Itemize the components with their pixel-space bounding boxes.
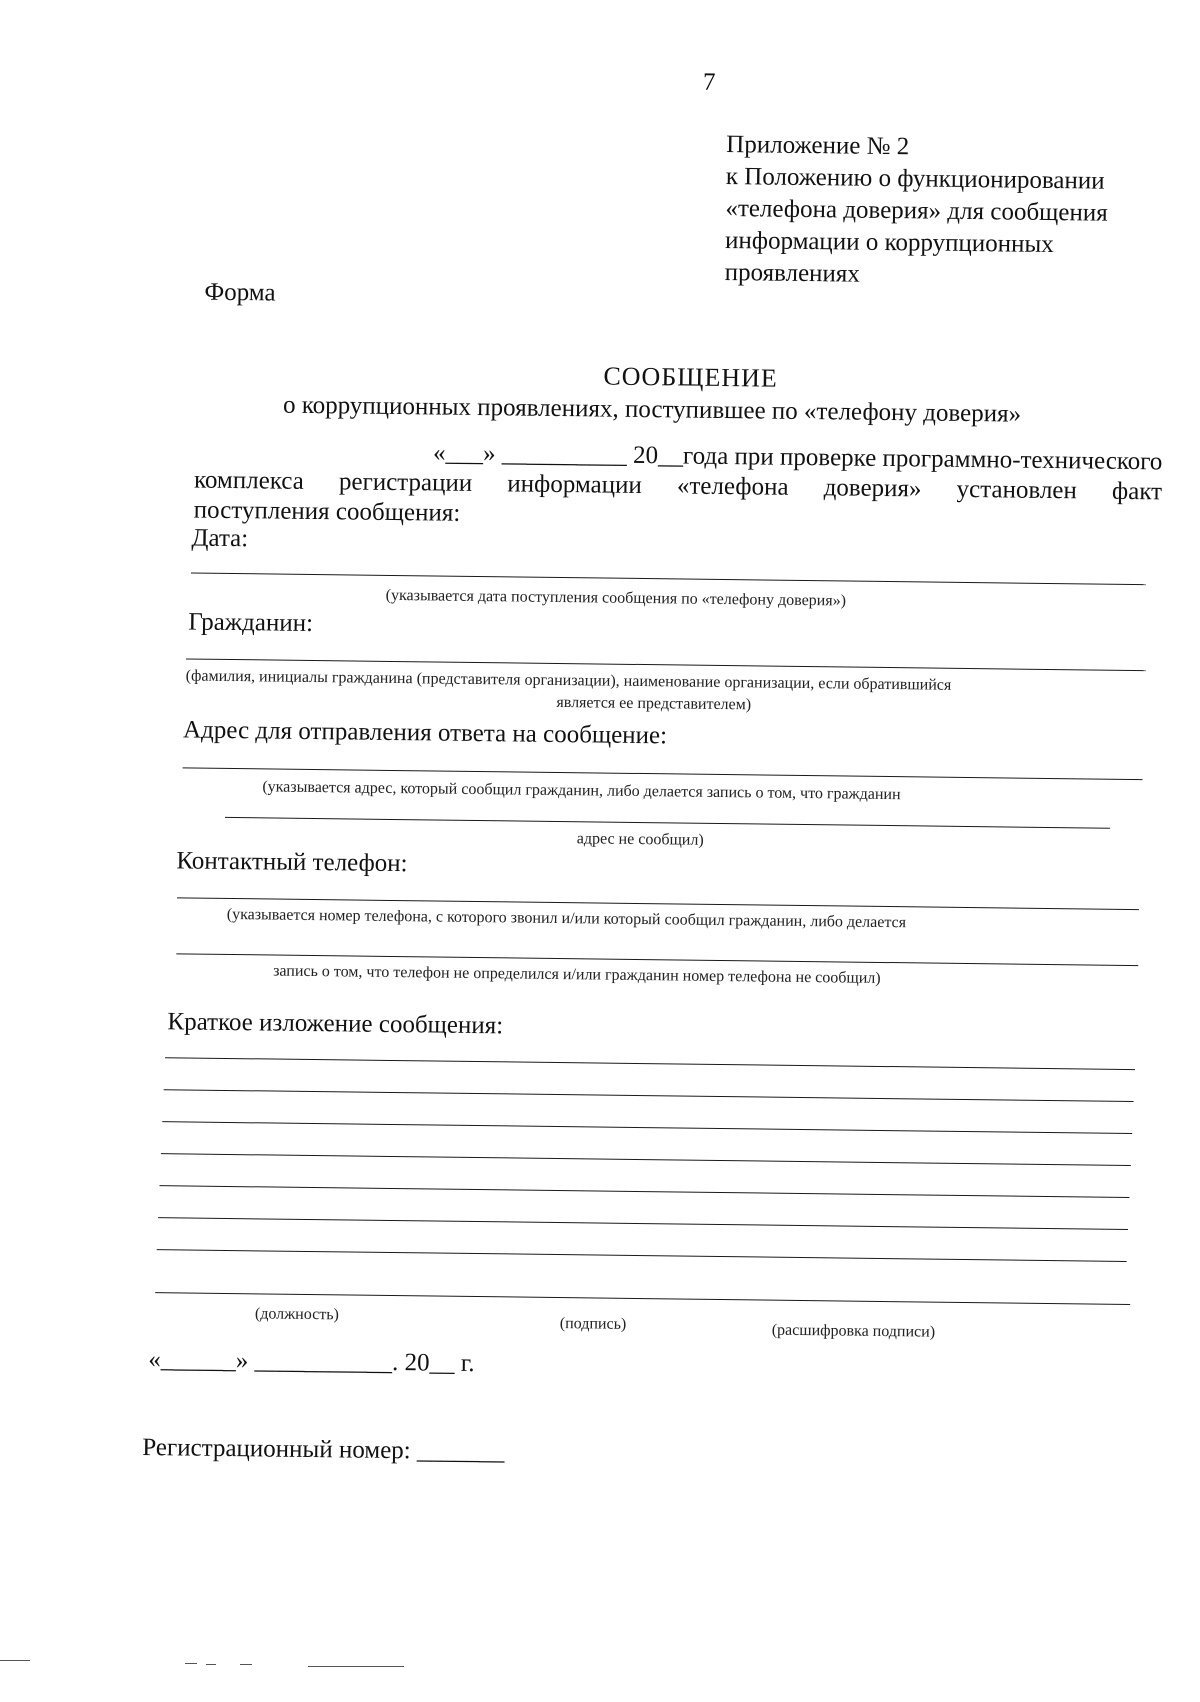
summary-line[interactable] xyxy=(165,1057,1135,1070)
appendix-line: проявлениях xyxy=(724,258,861,288)
date-label: Дата: xyxy=(191,524,249,553)
phone-label: Контактный телефон: xyxy=(176,847,408,878)
summary-line[interactable] xyxy=(164,1089,1134,1102)
summary-line[interactable] xyxy=(157,1249,1127,1262)
appendix-line: информации о коррупционных xyxy=(724,226,1054,259)
signature-position-caption: (должность) xyxy=(254,1305,340,1324)
appendix-header xyxy=(724,129,1108,294)
summary-line[interactable] xyxy=(159,1185,1129,1198)
citizen-label: Гражданин: xyxy=(188,608,314,637)
summary-line[interactable] xyxy=(162,1121,1132,1134)
phone-hint: (указывается номер телефона, с которого звонил и/или который сообщил гражданин, либо делается xyxy=(226,905,907,932)
intro-line: «___» __________ 20__года при проверке программно-технического xyxy=(432,439,1163,476)
date-input-line[interactable] xyxy=(191,572,1146,585)
intro-line: комплекса регистрации информации «телефона доверия» установлен факт xyxy=(193,466,1163,506)
document-title: СООБЩЕНИЕ xyxy=(603,361,778,393)
address-hint: адрес не сообщил) xyxy=(576,830,704,849)
intro-line: поступления сообщения: xyxy=(193,496,461,527)
address-hint: (указывается адрес, который сообщил гражданин, либо делается запись о том, что гражданин xyxy=(262,778,901,804)
scan-artifact xyxy=(308,1666,404,1667)
signature-decode-caption: (расшифровка подписи) xyxy=(771,1321,936,1341)
citizen-hint: является ее представителем) xyxy=(556,693,752,714)
summary-line[interactable] xyxy=(158,1217,1128,1230)
summary-label: Краткое изложение сообщения: xyxy=(167,1008,504,1040)
scan-artifact xyxy=(206,1664,216,1665)
citizen-hint: (фамилия, инициалы гражданина (представителя организации), наименование организации, если обратившийся xyxy=(185,667,952,694)
registration-number: Регистрационный номер: _______ xyxy=(142,1433,505,1466)
page-number: 7 xyxy=(702,68,716,96)
document-subtitle: о коррупционных проявлениях, поступившее по «телефону доверия» xyxy=(282,391,1022,428)
scan-artifact xyxy=(185,1663,197,1664)
scan-artifact xyxy=(0,1660,30,1661)
date-signed-line: «______» ___________. 20__ г. xyxy=(148,1346,475,1378)
phone-hint: запись о том, что телефон не определился и/или гражданин номер телефона не сообщил) xyxy=(273,962,881,987)
appendix-line: «телефона доверия» для сообщения xyxy=(725,194,1108,227)
scan-artifact xyxy=(240,1664,252,1665)
date-hint: (указывается дата поступления сообщения по «телефону доверия») xyxy=(385,586,847,610)
signature-line[interactable] xyxy=(155,1292,1130,1305)
address-input-line-2[interactable] xyxy=(225,817,1110,829)
summary-line[interactable] xyxy=(161,1153,1131,1166)
appendix-line: Приложение № 2 xyxy=(726,131,910,161)
intro-paragraph xyxy=(194,436,1163,538)
address-label: Адрес для отправления ответа на сообщение: xyxy=(182,716,668,750)
signature-sign-caption: (подпись) xyxy=(559,1315,627,1333)
form-label: Форма xyxy=(204,278,276,307)
appendix-line: к Положению о функционировании xyxy=(725,163,1105,195)
